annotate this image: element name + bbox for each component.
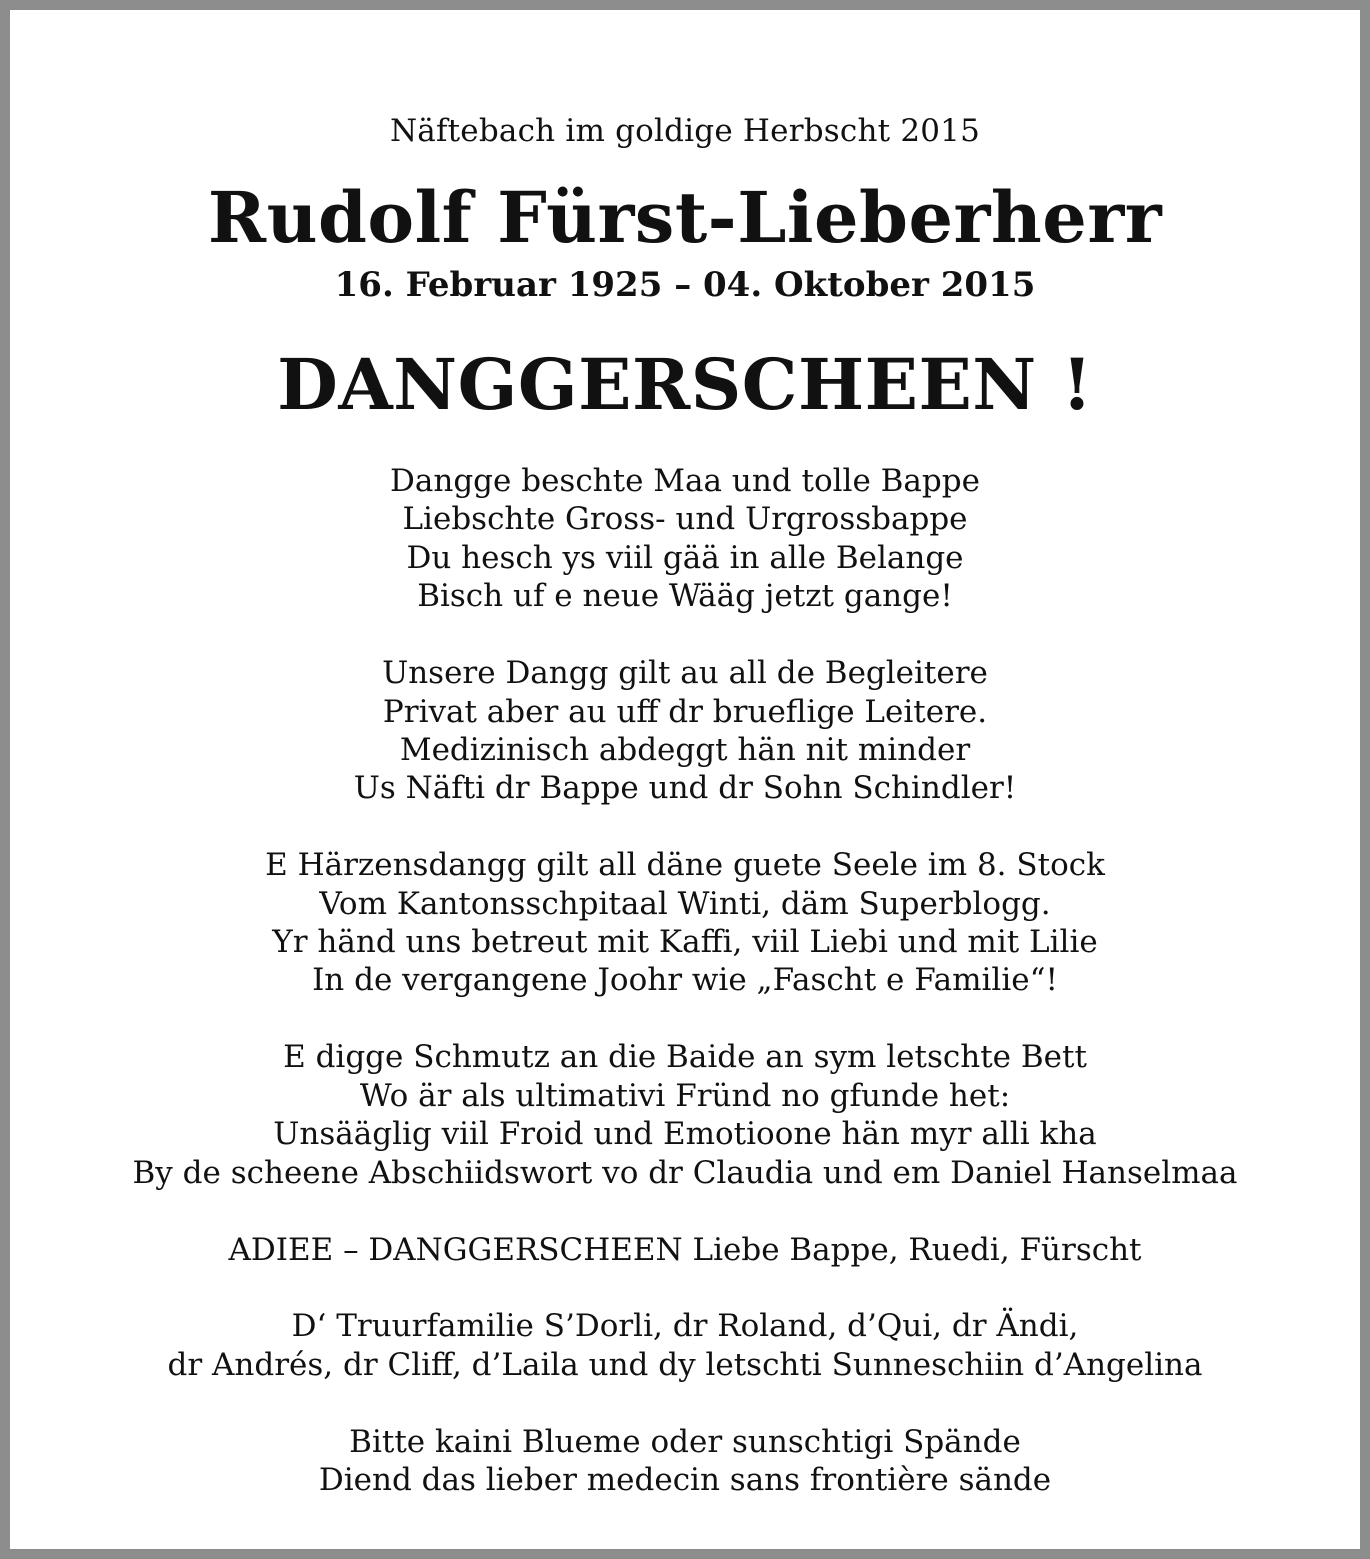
donation-line: Diend das lieber medecin sans frontière sände bbox=[318, 1462, 1052, 1499]
poem-line: Us Näfti dr Bappe und dr Sohn Schindler! bbox=[353, 770, 1017, 807]
poem-body bbox=[10, 462, 1360, 1538]
family-signature bbox=[10, 1307, 1360, 1384]
poem-line: E Härzensdangg gilt all däne guete Seele im 8. Stock bbox=[265, 847, 1105, 884]
place-date-line: Näftebach im goldige Herbscht 2015 bbox=[389, 113, 981, 149]
lifespan-dates: 16. Februar 1925 – 04. Oktober 2015 bbox=[334, 265, 1036, 305]
poem-line: Medizinisch abdeggt hän nit minder bbox=[399, 731, 971, 768]
deceased-name: Rudolf Fürst-Lieberherr bbox=[207, 176, 1163, 259]
poem-line: Wo är als ultimativi Fründ no gfunde het: bbox=[359, 1077, 1011, 1114]
poem-line: In de vergangene Joohr wie „Fascht e Familie“! bbox=[312, 962, 1058, 999]
family-line: D‘ Truurfamilie S’Dorli, dr Roland, d’Qui, dr Ändi, bbox=[291, 1308, 1079, 1345]
stanza bbox=[10, 462, 1360, 616]
poem-line: Dangge beschte Maa und tolle Bappe bbox=[390, 463, 980, 499]
farewell-line: ADIEE – DANGGERSCHEEN Liebe Bappe, Ruedi, Fürscht bbox=[228, 1231, 1142, 1268]
stanza bbox=[10, 846, 1360, 1000]
stanza bbox=[10, 654, 1360, 808]
poem-line: Bisch uf e neue Wääg jetzt gange! bbox=[417, 578, 953, 615]
poem-line: By de scheene Abschiidswort vo dr Claudia und em Daniel Hanselmaa bbox=[132, 1154, 1238, 1191]
poem-line: Yr händ uns betreut mit Kaffi, viil Liebi und mit Lilie bbox=[272, 924, 1098, 961]
poem-line: Privat aber au uff dr brueflige Leitere. bbox=[382, 693, 988, 730]
farewell-stanza bbox=[10, 1231, 1360, 1269]
donation-note bbox=[10, 1423, 1360, 1500]
poem-line: Unsääglig viil Froid und Emotioone hän myr alli kha bbox=[273, 1116, 1097, 1153]
poem-line: Du hesch ys viil gää in alle Belange bbox=[406, 539, 964, 576]
poem-line: Liebschte Gross- und Urgrossbappe bbox=[402, 501, 968, 538]
poem-line: E digge Schmutz an die Baide an sym letschte Bett bbox=[283, 1039, 1087, 1076]
headline: DANGGERSCHEEN ! bbox=[277, 343, 1093, 426]
family-line: dr Andrés, dr Cliff, d’Laila und dy letschti Sunneschiin d’Angelina bbox=[167, 1346, 1203, 1383]
poem-line: Unsere Dangg gilt au all de Begleitere bbox=[382, 655, 988, 692]
stanza bbox=[10, 1038, 1360, 1192]
donation-line: Bitte kaini Blueme oder sunschtigi Spände bbox=[349, 1423, 1021, 1460]
poem-line: Vom Kantonsschpitaal Winti, däm Superblogg. bbox=[319, 885, 1051, 922]
